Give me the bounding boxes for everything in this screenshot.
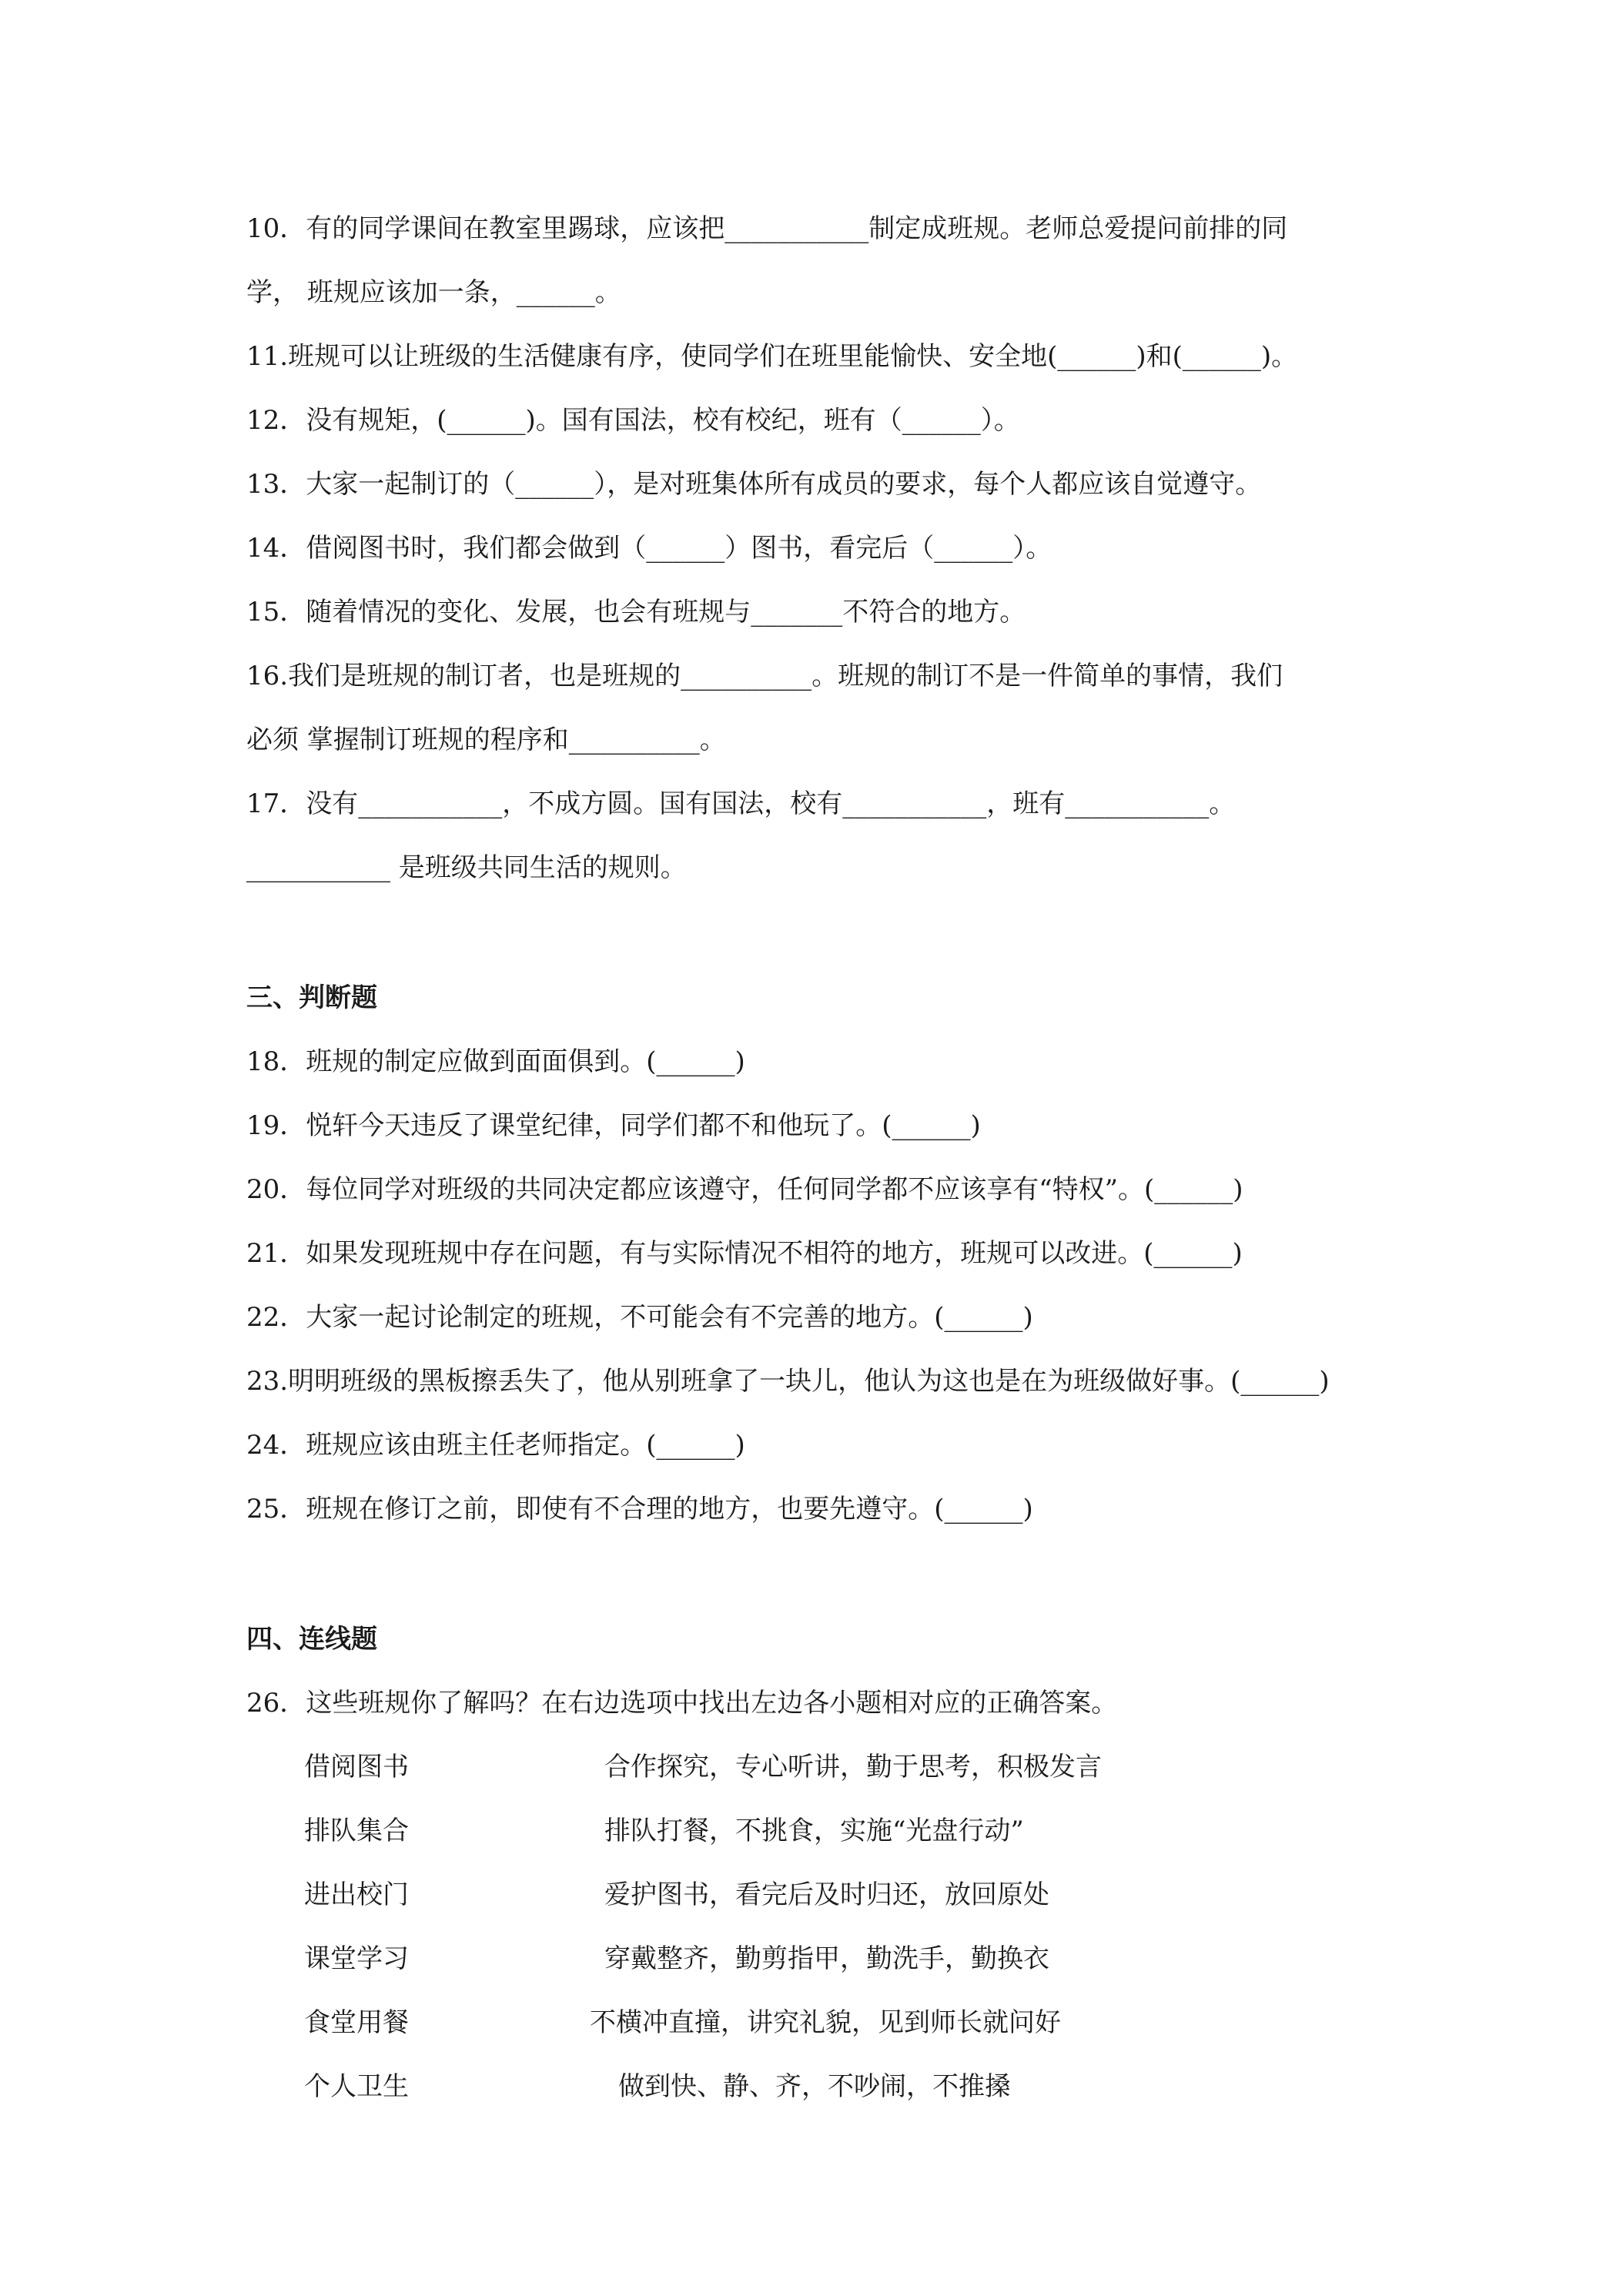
question-20: 20．每位同学对班级的共同决定都应该遵守，任何同学都不应该享有“特权”。(______) — [246, 1174, 1243, 1205]
question-10-line-2: 学， 班规应该加一条，______。 — [246, 277, 621, 308]
match-right-item: 不横冲直撞，讲究礼貌，见到师长就问好 — [590, 2007, 1061, 2038]
match-right-item: 合作探究，专心听讲，勤于思考，积极发言 — [604, 1752, 1102, 1782]
section-heading-judge: 三、判断题 — [246, 982, 377, 1013]
match-left-item: 排队集合 — [304, 1816, 409, 1846]
question-17-line-1: 17．没有___________，不成方圆。国有国法，校有___________，班有___________。 — [246, 788, 1236, 819]
question-16-line-1: 16.我们是班规的制订者，也是班规的__________。班规的制订不是一件简单的事情，我们 — [246, 661, 1283, 691]
match-left-item: 个人卫生 — [304, 2071, 409, 2102]
question-14: 14．借阅图书时，我们都会做到（______）图书，看完后（______）。 — [246, 533, 1052, 564]
question-13: 13．大家一起制订的（______），是对班集体所有成员的要求，每个人都应该自觉遵守。 — [246, 469, 1262, 500]
question-11: 11.班规可以让班级的生活健康有序，使同学们在班里能愉快、安全地(______)和(______)。 — [246, 341, 1298, 372]
question-24: 24．班规应该由班主任老师指定。(______) — [246, 1430, 745, 1461]
match-right-item: 穿戴整齐，勤剪指甲，勤洗手，勤换衣 — [604, 1943, 1049, 1974]
match-right-item: 排队打餐，不挑食，实施“光盘行动” — [604, 1816, 1024, 1846]
question-19: 19．悦轩今天违反了课堂纪律，同学们都不和他玩了。(______) — [246, 1110, 981, 1141]
question-21: 21．如果发现班规中存在问题，有与实际情况不相符的地方，班规可以改进。(______) — [246, 1238, 1243, 1269]
question-15: 15．随着情况的变化、发展，也会有班规与_______不符合的地方。 — [246, 597, 1026, 628]
match-left-item: 进出校门 — [304, 1879, 409, 1910]
match-left-item: 食堂用餐 — [304, 2007, 409, 2038]
question-12: 12．没有规矩，(______)。国有国法，校有校纪，班有（______）。 — [246, 405, 1020, 436]
match-right-item: 爱护图书，看完后及时归还，放回原处 — [604, 1879, 1049, 1910]
question-16-line-2: 必须 掌握制订班规的程序和__________。 — [246, 725, 726, 755]
match-left-item: 课堂学习 — [304, 1943, 409, 1974]
question-17-line-2: ___________ 是班级共同生活的规则。 — [246, 852, 687, 883]
question-22: 22．大家一起讨论制定的班规，不可能会有不完善的地方。(______) — [246, 1302, 1033, 1333]
question-10-line-1: 10．有的同学课间在教室里踢球，应该把___________制定成班规。老师总爱提问前排的同 — [246, 213, 1288, 244]
question-23: 23.明明班级的黑板擦丢失了，他从别班拿了一块儿，他认为这也是在为班级做好事。(______) — [246, 1366, 1330, 1397]
question-18: 18．班规的制定应做到面面俱到。(______) — [246, 1046, 745, 1077]
match-right-item: 做到快、静、齐，不吵闹，不推搡 — [618, 2071, 1011, 2102]
question-25: 25．班规在修订之前，即使有不合理的地方，也要先遵守。(______) — [246, 1494, 1033, 1525]
match-left-item: 借阅图书 — [304, 1752, 409, 1782]
question-26: 26．这些班规你了解吗？在右边选项中找出左边各小题相对应的正确答案。 — [246, 1688, 1118, 1719]
section-heading-match: 四、连线题 — [246, 1624, 377, 1655]
